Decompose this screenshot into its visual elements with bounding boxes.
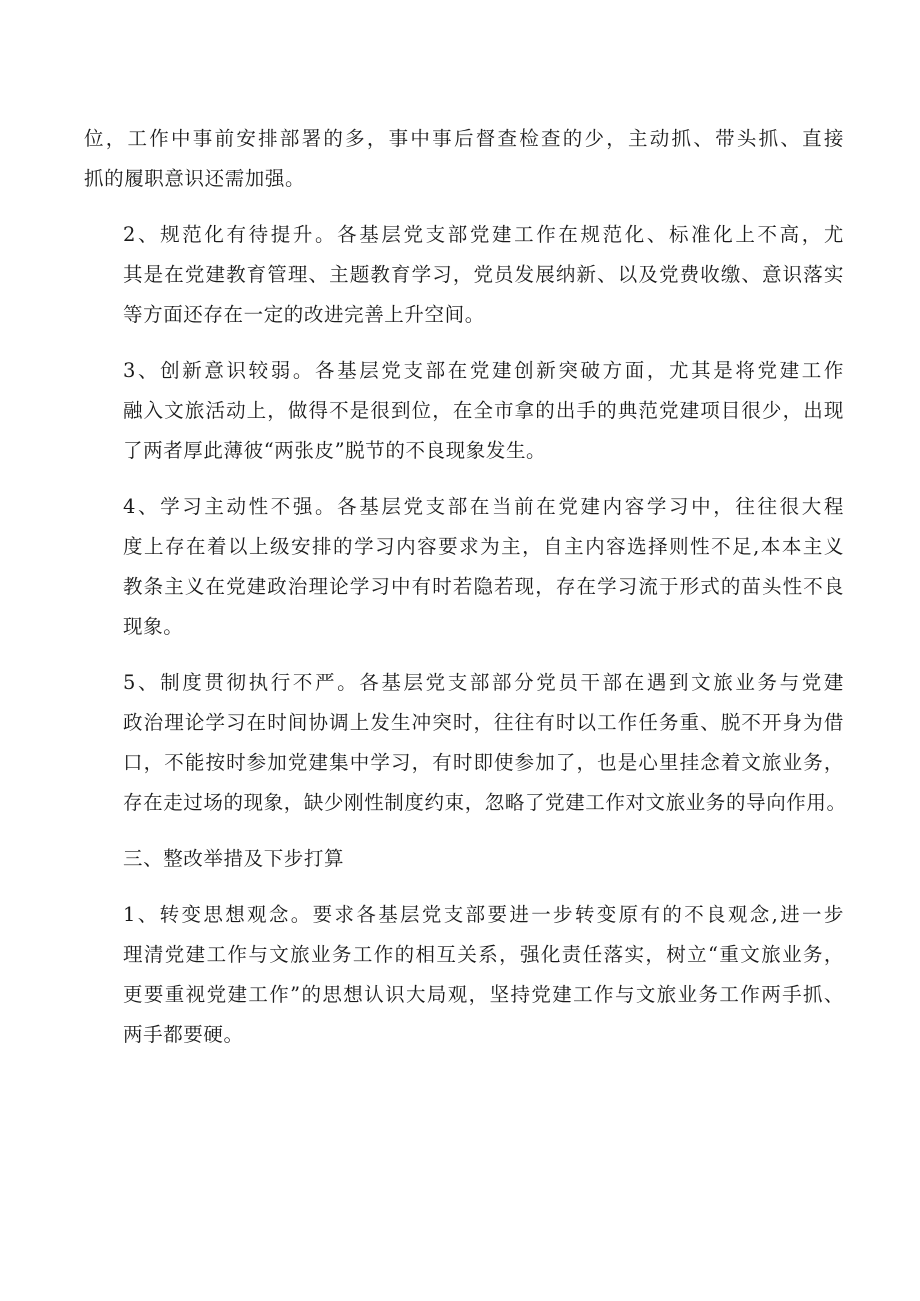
text-line: 了两者厚此薄彼“两张皮”脱节的不良现象发生。	[123, 439, 547, 462]
paragraph-standardization	[84, 215, 844, 335]
text-line: 两手都要硬。	[123, 1023, 244, 1046]
text-line: 度上存在着以上级安排的学习内容要求为主，自主内容选择则性不足,本本主义	[123, 535, 844, 558]
text-line: 1、转变思想观念。要求各基层党支部要进一步转变原有的不良观念,进一步	[123, 903, 844, 926]
text-line: 理清党建工作与文旅业务工作的相互关系，强化责任落实，树立“重文旅业务，	[123, 943, 844, 966]
text-line: 更要重视党建工作”的思想认识大局观，坚持党建工作与文旅业务工作两手抓、	[123, 983, 844, 1006]
text-line: 现象。	[123, 615, 184, 638]
document-body	[84, 119, 847, 1071]
text-line: 教条主义在党建政治理论学习中有时若隐若现，存在学习流于形式的苗头性不良	[123, 575, 844, 598]
paragraph-continuation	[84, 119, 844, 199]
text-line: 2、规范化有待提升。各基层党支部党建工作在规范化、标准化上不高，尤	[123, 223, 844, 246]
paragraph-change-thinking	[84, 895, 844, 1055]
text-line: 存在走过场的现象，缺少刚性制度约束，忽略了党建工作对文旅业务的导向作用。	[123, 791, 847, 814]
section-heading-text: 三、整改举措及下步打算	[123, 847, 345, 870]
paragraph-innovation	[84, 351, 844, 471]
text-line: 等方面还存在一定的改进完善上升空间。	[123, 303, 485, 326]
text-line: 4、学习主动性不强。各基层党支部在当前在党建内容学习中，往往很大程	[123, 495, 844, 518]
paragraph-system-enforcement	[84, 663, 847, 823]
section-heading	[84, 839, 844, 879]
text-line: 位，工作中事前安排部署的多，事中事后督查检查的少，主动抓、带头抓、直接	[84, 127, 844, 150]
text-line: 其是在党建教育管理、主题教育学习，党员发展纳新、以及党费收缴、意识落实	[123, 263, 844, 286]
text-line: 政治理论学习在时间协调上发生冲突时，往往有时以工作任务重、脱不开身为借	[123, 711, 844, 734]
text-line: 融入文旅活动上，做得不是很到位，在全市拿的出手的典范党建项目很少，出现	[123, 399, 844, 422]
text-line: 口，不能按时参加党建集中学习，有时即使参加了，也是心里挂念着文旅业务，	[123, 751, 844, 774]
text-line: 抓的履职意识还需加强。	[84, 167, 306, 190]
paragraph-learning	[84, 487, 844, 647]
text-line: 5、制度贯彻执行不严。各基层党支部部分党员干部在遇到文旅业务与党建	[123, 671, 844, 694]
text-line: 3、创新意识较弱。各基层党支部在党建创新突破方面，尤其是将党建工作	[123, 359, 844, 382]
